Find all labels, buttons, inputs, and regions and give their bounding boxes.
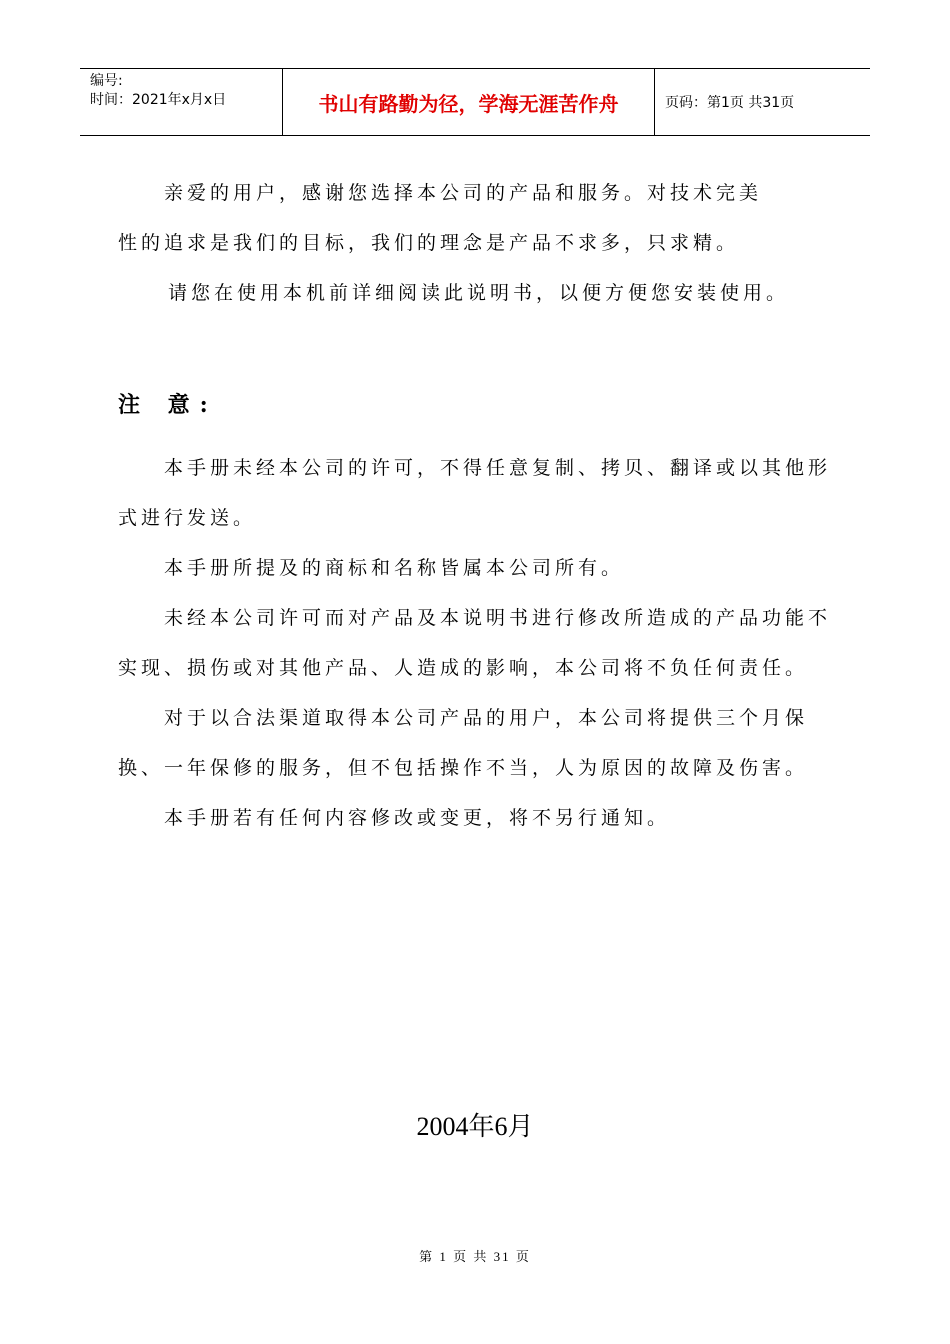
page-footer: 第 1 页 共 31 页 [419, 1249, 531, 1264]
document-number-label: 编号: [90, 73, 123, 89]
document-date: 2004年6月 [416, 1112, 534, 1141]
header-motto: 书山有路勤为径，学海无涯苦作舟 [282, 69, 655, 135]
document-header [80, 68, 870, 136]
intro-line-2: 性的追求是我们的目标，我们的理念是产品不求多，只求精。 [118, 232, 740, 254]
notice-paragraph: 未经本公司许可而对产品及本说明书进行修改所造成的产品功能不实现、损伤或对其他产品、人造成的影响，本公司将不负任何责任。 [118, 607, 832, 679]
notice-paragraph: 对于以合法渠道取得本公司产品的用户，本公司将提供三个月保换、一年保修的服务，但不包括操作不当，人为原因的故障及伤害。 [118, 707, 809, 779]
header-meta-cell [80, 69, 282, 135]
document-time-label: 时间：2021年x月x日 [90, 92, 227, 108]
notice-section [118, 443, 834, 843]
intro-line-1: 亲爱的用户，感谢您选择本公司的产品和服务。对技术完美 [164, 182, 763, 204]
notice-paragraph: 本手册若有任何内容修改或变更，将不另行通知。 [164, 807, 671, 829]
notice-title: 注 意: [118, 392, 218, 418]
notice-paragraph: 本手册未经本公司的许可，不得任意复制、拷贝、翻译或以其他形式进行发送。 [118, 457, 832, 529]
intro-line-3: 请您在使用本机前详细阅读此说明书，以便方便您安装使用。 [168, 282, 790, 304]
notice-paragraph: 本手册所提及的商标和名称皆属本公司所有。 [164, 557, 625, 579]
intro-section [118, 168, 834, 318]
header-page-number: 页码：第1页 共31页 [665, 95, 795, 111]
